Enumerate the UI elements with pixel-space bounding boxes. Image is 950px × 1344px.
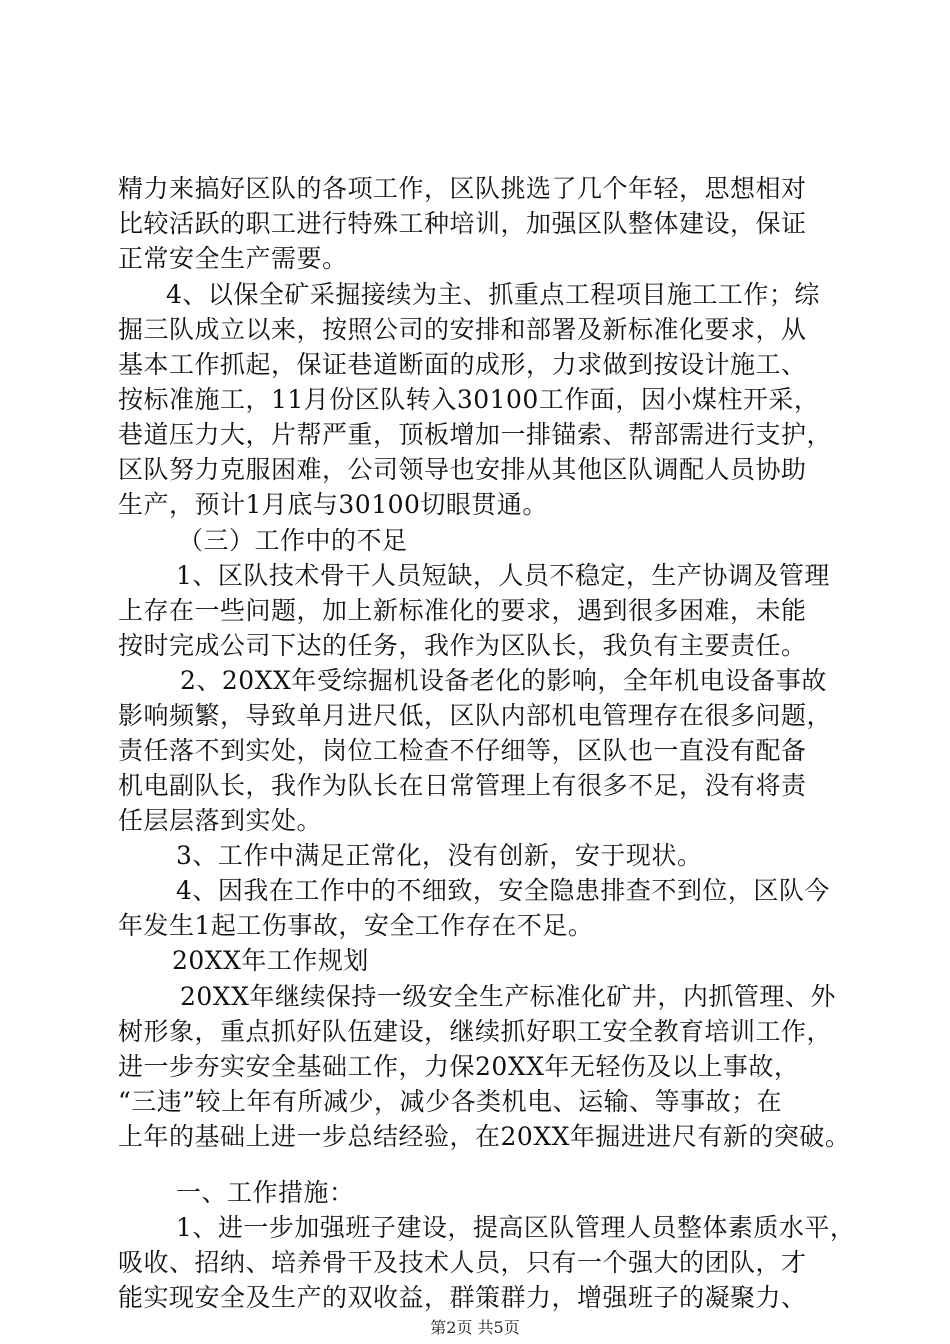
body-line-26: 进一步夯实安全基础工作，力保20XX年无轻伤及以上事故， <box>118 1052 800 1081</box>
body-line-13: 上存在一些问题，加上新标准化的要求，遇到很多困难，未能 <box>118 596 807 625</box>
body-line-7: 按标准施工，11月份区队转入30100工作面，因小煤柱开采， <box>118 385 820 414</box>
body-line-8: 巷道压力大，片帮严重，顶板增加一排锚索、帮部需进行支护， <box>118 420 833 449</box>
body-line-14: 按时完成公司下达的任务，我作为区队长，我负有主要责任。 <box>118 631 807 660</box>
body-line-20: 3、工作中满足正常化，没有创新，安于现状。 <box>176 841 703 870</box>
section-heading-shortcomings: （三）工作中的不足 <box>178 526 408 555</box>
body-line-28: 上年的基础上进一步总结经验，在20XX年掘进进尺有新的突破。 <box>118 1122 851 1151</box>
body-line-31: 吸收、招纳、培养骨干及技术人员，只有一个强大的团队，才 <box>118 1248 807 1277</box>
body-line-27: “三违”较上年有所减少，减少各类机电、运输、等事故；在 <box>118 1087 783 1116</box>
body-line-12: 1、区队技术骨干人员短缺，人员不稳定，生产协调及管理 <box>176 561 830 590</box>
body-line-16: 影响频繁，导致单月进尺低，区队内部机电管理存在很多问题， <box>118 701 833 730</box>
body-line-2: 比较活跃的职工进行特殊工种培训，加强区队整体建设，保证 <box>118 209 807 238</box>
body-line-32: 能实现安全及生产的双收益，群策群力，增强班子的凝聚力、 <box>118 1283 807 1312</box>
page-footer: 第2页 共5页 <box>430 1318 520 1337</box>
body-line-17: 责任落不到实处，岗位工检查不仔细等，区队也一直没有配备 <box>118 736 807 765</box>
section-heading-measures: 一、工作措施： <box>176 1178 355 1207</box>
body-line-5: 掘三队成立以来，按照公司的安排和部署及新标准化要求，从 <box>118 315 807 344</box>
body-line-19: 任层层落到实处。 <box>118 806 323 835</box>
section-heading-plan: 20XX年工作规划 <box>172 946 369 975</box>
body-line-30: 1、进一步加强班子建设，提高区队管理人员整体素质水平， <box>176 1213 856 1242</box>
body-line-21: 4、因我在工作中的不细致，安全隐患排查不到位，区队今 <box>176 876 830 905</box>
body-line-24: 20XX年继续保持一级安全生产标准化矿井，内抓管理、外 <box>180 982 836 1011</box>
body-line-4: 4、以保全矿采掘接续为主、抓重点工程项目施工工作；综 <box>166 280 820 309</box>
body-line-15: 2、20XX年受综掘机设备老化的影响，全年机电设备事故 <box>180 666 827 695</box>
body-line-9: 区队努力克服困难，公司领导也安排从其他区队调配人员协助 <box>118 455 807 484</box>
body-line-1: 精力来搞好区队的各项工作，区队挑选了几个年轻，思想相对 <box>118 174 807 203</box>
body-line-6: 基本工作抓起，保证巷道断面的成形，力求做到按设计施工、 <box>118 350 807 379</box>
body-line-3: 正常安全生产需要。 <box>118 244 348 273</box>
body-line-22: 年发生1起工伤事故，安全工作存在不足。 <box>118 911 594 940</box>
body-line-25: 树形象，重点抓好队伍建设，继续抓好职工安全教育培训工作， <box>118 1017 833 1046</box>
body-line-10: 生产，预计1月底与30100切眼贯通。 <box>118 490 548 519</box>
body-line-18: 机电副队长，我作为队长在日常管理上有很多不足，没有将责 <box>118 771 807 800</box>
